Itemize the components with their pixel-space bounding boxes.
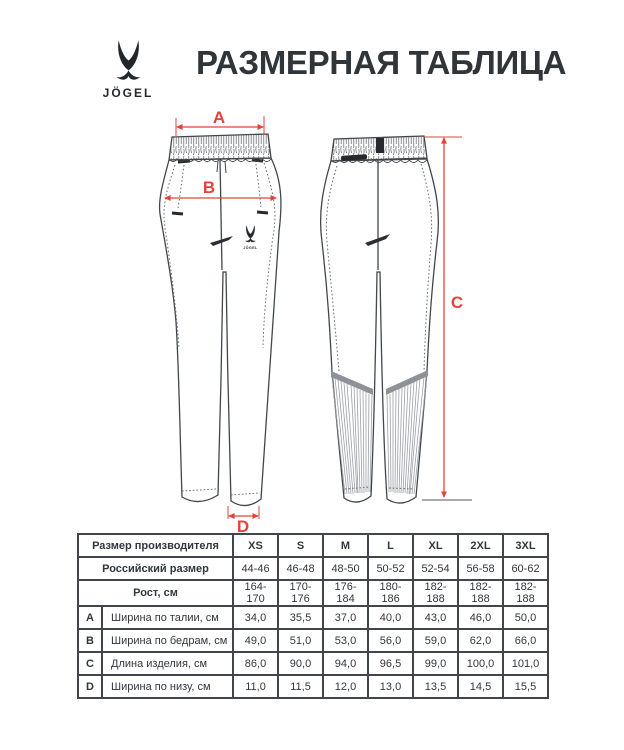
value-cell: 13,5 — [413, 675, 458, 698]
value-cell: 94,0 — [323, 652, 368, 675]
row-label: Размер производителя — [78, 534, 233, 557]
dimension-letter: A — [78, 606, 102, 629]
value-cell: 66,0 — [503, 629, 548, 652]
measure-row-d — [78, 675, 548, 698]
row-label: Российский размер — [78, 557, 233, 580]
size-cell: 56-58 — [458, 557, 503, 580]
brand-wordmark: JÖGEL — [102, 86, 154, 100]
value-cell: 90,0 — [278, 652, 323, 675]
mini-brand-wordmark: JÖGEL — [243, 246, 258, 250]
value-cell: 37,0 — [323, 606, 368, 629]
size-cell: XS — [233, 534, 278, 557]
russian-size-row — [78, 557, 548, 580]
value-cell: 53,0 — [323, 629, 368, 652]
value-cell: 50,0 — [503, 606, 548, 629]
value-cell: 11,0 — [233, 675, 278, 698]
measure-row-b — [78, 629, 548, 652]
size-cell: 50-52 — [368, 557, 413, 580]
measure-label: Ширина по низу, см — [102, 675, 233, 698]
size-cell: 48-50 — [323, 557, 368, 580]
value-cell: 99,0 — [413, 652, 458, 675]
measure-row-c — [78, 652, 548, 675]
dimension-label-c: C — [450, 293, 464, 312]
pants-front-view — [160, 134, 281, 506]
value-cell: 86,0 — [233, 652, 278, 675]
size-cell: 182-188 — [413, 580, 458, 606]
dimension-letter: C — [78, 652, 102, 675]
size-cell: XL — [413, 534, 458, 557]
size-cell: 182-188 — [458, 580, 503, 606]
value-cell: 15,5 — [503, 675, 548, 698]
waistband-tag — [376, 138, 384, 153]
size-cell: 182-188 — [503, 580, 548, 606]
page-title: РАЗМЕРНАЯ ТАБЛИЦА — [196, 44, 567, 81]
dimension-letter: D — [78, 675, 102, 698]
value-cell: 100,0 — [458, 652, 503, 675]
size-cell: 170-176 — [278, 580, 323, 606]
size-cell: 176-184 — [323, 580, 368, 606]
dimension-label-a: A — [212, 108, 226, 127]
value-cell: 40,0 — [368, 606, 413, 629]
value-cell: 12,0 — [323, 675, 368, 698]
value-cell: 51,0 — [278, 629, 323, 652]
size-cell: 164-170 — [233, 580, 278, 606]
size-cell: 180-186 — [368, 580, 413, 606]
size-cell: L — [368, 534, 413, 557]
dimension-letter: B — [78, 629, 102, 652]
size-cell: 3XL — [503, 534, 548, 557]
value-cell: 56,0 — [368, 629, 413, 652]
measure-label: Длина изделия, см — [102, 652, 233, 675]
value-cell: 35,5 — [278, 606, 323, 629]
pants-back-view — [321, 136, 472, 503]
measure-row-a — [78, 606, 548, 629]
size-cell: 44-46 — [233, 557, 278, 580]
size-cell: 2XL — [458, 534, 503, 557]
value-cell: 13,0 — [368, 675, 413, 698]
value-cell: 49,0 — [233, 629, 278, 652]
size-cell: 52-54 — [413, 557, 458, 580]
size-cell: S — [278, 534, 323, 557]
dimension-label-b: B — [202, 178, 216, 197]
value-cell: 14,5 — [458, 675, 503, 698]
value-cell: 11,5 — [278, 675, 323, 698]
value-cell: 59,0 — [413, 629, 458, 652]
manufacturer-size-row — [78, 534, 548, 557]
value-cell: 46,0 — [458, 606, 503, 629]
value-cell: 96,5 — [368, 652, 413, 675]
height-row — [78, 580, 548, 606]
size-table — [77, 533, 549, 699]
row-label: Рост, см — [78, 580, 233, 606]
dimension-label-d: D — [236, 517, 250, 536]
size-cell: 60-62 — [503, 557, 548, 580]
value-cell: 62,0 — [458, 629, 503, 652]
value-cell: 43,0 — [413, 606, 458, 629]
size-cell: M — [323, 534, 368, 557]
measure-label: Ширина по талии, см — [102, 606, 233, 629]
value-cell: 101,0 — [503, 652, 548, 675]
measure-label: Ширина по бедрам, см — [102, 629, 233, 652]
size-cell: 46-48 — [278, 557, 323, 580]
value-cell: 34,0 — [233, 606, 278, 629]
